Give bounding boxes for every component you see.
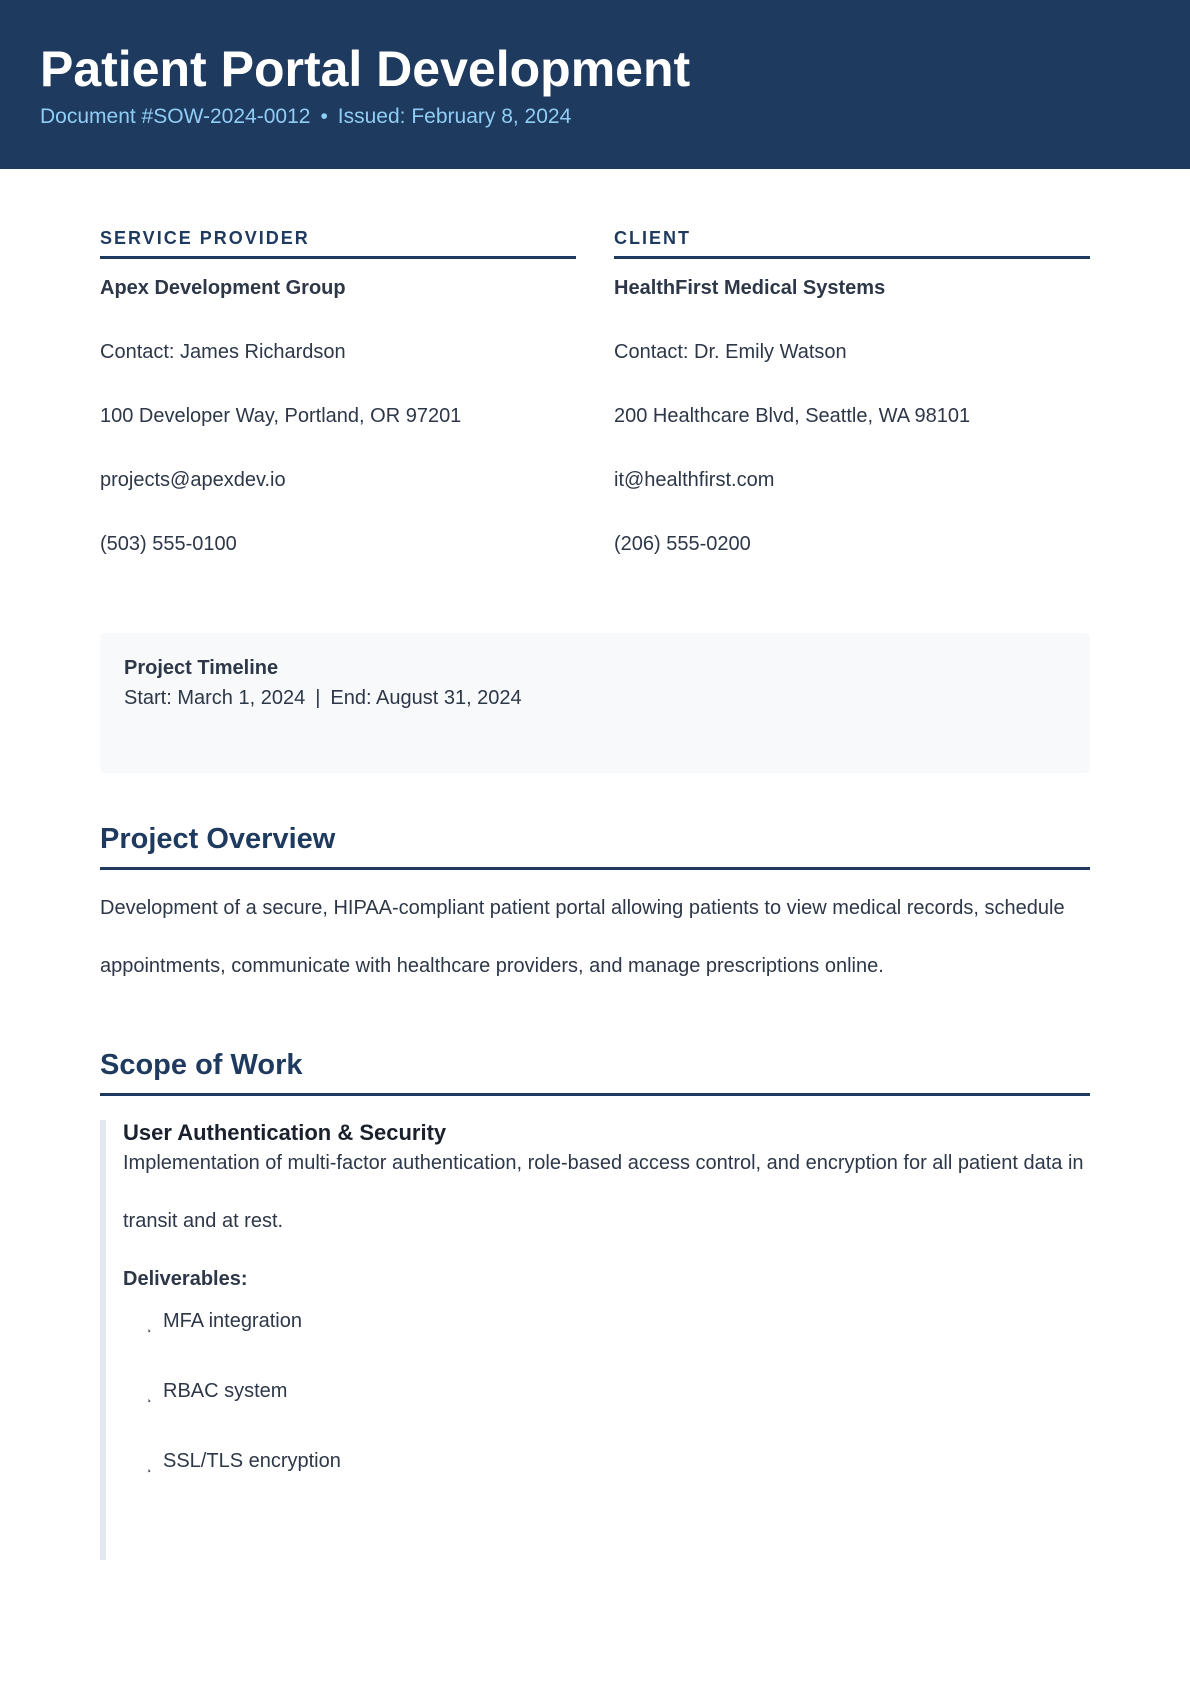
- scope-heading: Scope of Work: [100, 1047, 1090, 1096]
- deliverables-label: Deliverables:: [123, 1268, 248, 1290]
- scope-item-title: User Authentication & Security: [123, 1120, 447, 1145]
- client-label: CLIENT: [614, 227, 1090, 259]
- deliverable-item: [147, 1378, 1090, 1404]
- bullet-icon: ¸: [147, 1386, 152, 1402]
- overview-heading: Project Overview: [100, 821, 1090, 870]
- deliverable-text: SSL/TLS encryption: [163, 1450, 341, 1472]
- provider-contact: Contact: James Richardson: [100, 341, 346, 363]
- provider-email: projects@apexdev.io: [100, 469, 286, 491]
- timeline-dates: [124, 685, 1066, 711]
- project-timeline-box: [100, 633, 1090, 773]
- meta-separator: •: [320, 105, 328, 128]
- parties-section: [100, 169, 1090, 557]
- client-block: [614, 227, 1090, 557]
- service-provider-block: [100, 227, 576, 557]
- deliverable-item: [147, 1448, 1090, 1474]
- provider-phone: (503) 555-0100: [100, 533, 237, 555]
- deliverable-text: RBAC system: [163, 1380, 288, 1402]
- issued-date: Issued: February 8, 2024: [337, 105, 572, 128]
- timeline-start: Start: March 1, 2024: [124, 687, 306, 709]
- overview-text: Development of a secure, HIPAA-compliant patient portal allowing patients to view medical records, schedule appointments, communicate with healthcare providers, and manage prescriptions online.: [100, 897, 1065, 977]
- bullet-icon: ¸: [147, 1456, 152, 1472]
- deliverable-item: [147, 1308, 1090, 1334]
- document-title: Patient Portal Development: [40, 41, 691, 97]
- bullet-icon: ¸: [147, 1316, 152, 1332]
- client-phone: (206) 555-0200: [614, 533, 751, 555]
- document-number: Document #SOW-2024-0012: [40, 105, 311, 128]
- timeline-title: Project Timeline: [124, 657, 279, 679]
- timeline-separator: |: [315, 687, 321, 709]
- provider-address: 100 Developer Way, Portland, OR 97201: [100, 405, 462, 427]
- project-overview-section: [100, 821, 1090, 995]
- client-contact: Contact: Dr. Emily Watson: [614, 341, 847, 363]
- timeline-end: End: August 31, 2024: [330, 687, 522, 709]
- scope-item: [100, 1120, 1090, 1560]
- document-body: [0, 169, 1190, 1560]
- scope-of-work-section: [100, 1047, 1090, 1560]
- provider-name: Apex Development Group: [100, 277, 346, 299]
- client-address: 200 Healthcare Blvd, Seattle, WA 98101: [614, 405, 971, 427]
- document-header: [0, 0, 1190, 169]
- client-email: it@healthfirst.com: [614, 469, 775, 491]
- scope-item-description: Implementation of multi-factor authentication, role-based access control, and encryption for all patient data in transit and at rest.: [123, 1152, 1084, 1232]
- document-meta: [40, 104, 1150, 130]
- deliverable-text: MFA integration: [163, 1310, 302, 1332]
- service-provider-label: SERVICE PROVIDER: [100, 227, 576, 259]
- client-name: HealthFirst Medical Systems: [614, 277, 886, 299]
- deliverables-list: [123, 1308, 1090, 1474]
